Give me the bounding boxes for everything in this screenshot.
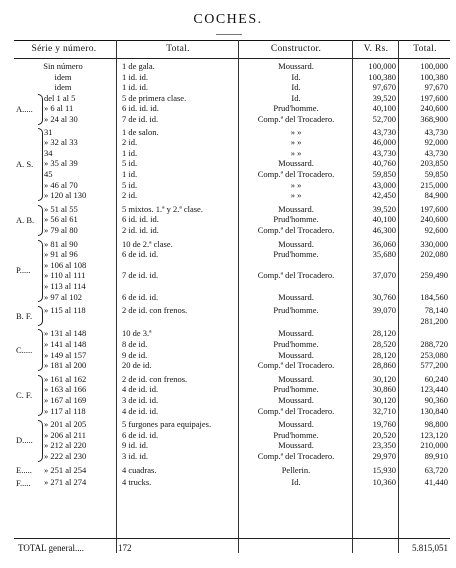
total-rs-cell: 368,900 [420, 114, 448, 124]
total-rs-cell: 202,080 [420, 249, 448, 260]
valor-cell: 100,380 [368, 71, 396, 82]
total-cell: 8 de id. [122, 339, 148, 349]
constructor-cell: » » [290, 190, 302, 201]
total-cell: 1 id. [122, 169, 138, 179]
group-label: D..... [16, 435, 33, 446]
total-rs-cell: 577,200 [420, 360, 448, 371]
total-rs-cell: 288,720 [420, 339, 448, 349]
total-cell: 6 de id. id. [122, 429, 159, 440]
total-cell: 4 cuadras. [122, 464, 157, 475]
serie-cell: » 167 al 169 [44, 395, 87, 405]
serie-cell [44, 316, 114, 326]
valor-cell: 36,060 [372, 238, 396, 249]
total-rs-cell: 89,910 [424, 451, 448, 461]
serie-cell: » 51 al 55 [44, 203, 78, 214]
constructor-cell [240, 281, 352, 291]
constructor-cell: Id. [291, 71, 301, 82]
total-cell: 2 de id. con frenos. [122, 373, 188, 384]
total-cell: 3 de id. id. [122, 395, 159, 405]
valor-cell: 59,850 [372, 169, 396, 179]
total-rs-cell: 100,000 [420, 61, 448, 71]
total-cell: 10 de 3.ª [122, 328, 152, 339]
constructor-cell: Comp.ª del Trocadero. [257, 114, 335, 124]
total-cell: 10 de 2.ª clase. [122, 238, 173, 249]
total-cell: 6 de id. id. [122, 291, 159, 302]
valor-cell: 42,450 [372, 190, 396, 201]
grand-total-amount: 5.815,051 [412, 543, 448, 553]
column-divider [238, 40, 239, 553]
valor-cell: 30,120 [372, 395, 396, 405]
valor-cell [354, 316, 396, 326]
constructor-cell: Moussard. [278, 158, 314, 169]
total-cell: 2 id. id. id. [122, 225, 159, 235]
title-underline [216, 34, 242, 35]
total-rs-cell: 90,360 [424, 395, 448, 405]
group-brace [38, 375, 43, 416]
serie-cell: » 97 al 102 [44, 291, 83, 302]
total-rs-cell: 98,800 [424, 419, 448, 430]
total-cell: 3 id. id. [122, 451, 148, 461]
valor-cell: 20,520 [372, 429, 396, 440]
constructor-cell: Comp.ª del Trocadero. [257, 451, 335, 461]
serie-cell: del 1 al 5 [44, 92, 76, 103]
total-cell [122, 281, 236, 291]
constructor-cell: Id. [291, 82, 301, 93]
constructor-cell: » » [290, 179, 302, 190]
total-cell: 4 trucks. [122, 477, 152, 488]
total-cell: 5 id. [122, 158, 138, 169]
total-rs-cell: 197,600 [420, 203, 448, 214]
constructor-cell: Prud'homme. [273, 249, 319, 260]
group-brace [38, 420, 43, 461]
valor-cell: 30,760 [372, 291, 396, 302]
constructor-cell: Comp.ª del Trocadero. [257, 405, 335, 416]
serie-cell: » 163 al 166 [44, 384, 87, 395]
total-cell: 1 id. id. [122, 71, 148, 82]
header-bottom-rule [14, 58, 450, 59]
header-total: Total. [166, 44, 190, 54]
total-cell: 6 id. id. id. [122, 214, 159, 225]
valor-cell: 46,000 [372, 137, 396, 148]
total-rs-cell: 240,600 [420, 214, 448, 225]
serie-cell: » 131 al 148 [44, 328, 87, 339]
serie-cell: 45 [44, 169, 53, 179]
constructor-cell: Prud'homme. [273, 384, 319, 395]
valor-cell: 39,520 [372, 92, 396, 103]
total-cell: 4 de id. id. [122, 405, 159, 416]
total-rs-cell: 100,380 [420, 71, 448, 82]
serie-cell: » 115 al 118 [44, 305, 86, 316]
total-cell: 2 de id. con frenos. [122, 305, 188, 316]
valor-cell: 30,860 [372, 384, 396, 395]
constructor-cell: Moussard. [278, 349, 314, 360]
total-rs-cell: 78,140 [424, 305, 448, 316]
serie-cell: » 251 al 254 [44, 464, 87, 475]
group-brace [38, 94, 43, 125]
constructor-cell: Id. [291, 477, 301, 488]
total-rs-cell: 215,000 [420, 179, 448, 190]
serie-cell: » 46 al 70 [44, 179, 78, 190]
total-cell: 2 id. [122, 190, 138, 201]
constructor-cell: Prud'homme. [273, 339, 319, 349]
grand-total-label: TOTAL general.... [18, 543, 85, 553]
group-label: A..... [16, 103, 33, 114]
total-rs-cell: 63,720 [424, 464, 448, 475]
valor-cell: 40,100 [372, 103, 396, 114]
serie-cell: » 113 al 114 [44, 281, 86, 291]
total-cell: 6 de id. id. [122, 249, 159, 260]
total-rs-cell: 259,490 [420, 270, 448, 281]
total-rs-cell: 123,440 [420, 384, 448, 395]
serie-cell: idem [54, 82, 72, 93]
valor-cell: 23,350 [372, 440, 396, 451]
column-divider [352, 40, 353, 553]
group-label: E..... [16, 464, 32, 475]
valor-cell: 46,300 [372, 225, 396, 235]
constructor-cell: Moussard. [278, 440, 314, 451]
header-constructor: Constructor. [270, 44, 322, 54]
constructor-cell: Prud'homme. [273, 103, 319, 114]
total-cell: 9 de id. [122, 349, 148, 360]
total-cell: 1 id. [122, 147, 138, 158]
serie-cell: » 212 al 220 [44, 440, 87, 451]
total-rs-cell: 41,440 [424, 477, 448, 488]
total-cell [122, 260, 236, 270]
total-rs-cell: 197,600 [420, 92, 448, 103]
total-rs-cell: 60,240 [424, 373, 448, 384]
total-rs-cell: 97,670 [424, 82, 448, 93]
total-rs-cell: 43,730 [424, 147, 448, 158]
header-valor: V. Rs. [363, 44, 389, 54]
grand-total-count: 172 [118, 543, 132, 553]
table-top-rule [14, 40, 450, 41]
serie-cell: » 201 al 205 [44, 419, 87, 430]
column-divider [398, 40, 399, 553]
constructor-cell: Moussard. [278, 203, 314, 214]
serie-cell: » 56 al 61 [44, 214, 78, 225]
serie-cell: » 110 al 111 [44, 270, 86, 281]
total-rs-cell: 330,000 [420, 238, 448, 249]
constructor-cell: Comp.ª del Trocadero. [257, 360, 335, 371]
total-rs-cell: 59,850 [424, 169, 448, 179]
table-bottom-rule [14, 538, 450, 539]
serie-cell: » 81 al 90 [44, 238, 78, 249]
total-cell [122, 316, 236, 326]
total-rs-cell: 130,840 [420, 405, 448, 416]
constructor-cell [240, 260, 352, 270]
constructor-cell: » » [290, 147, 302, 158]
total-cell: 1 de salon. [122, 126, 159, 137]
total-cell: 2 id. [122, 137, 138, 148]
total-cell: 6 id. id. id. [122, 103, 159, 114]
total-rs-cell: 253,080 [420, 349, 448, 360]
valor-cell: 97,670 [372, 82, 396, 93]
valor-cell: 35,680 [372, 249, 396, 260]
constructor-cell: Prud'homme. [273, 429, 319, 440]
serie-cell: » 91 al 96 [44, 249, 78, 260]
serie-cell: » 206 al 211 [44, 429, 86, 440]
serie-cell: Sin número [43, 61, 83, 71]
serie-cell: » 6 al 11 [44, 103, 74, 114]
serie-cell: » 141 al 148 [44, 339, 87, 349]
constructor-cell: Moussard. [278, 291, 314, 302]
valor-cell: 43,730 [372, 147, 396, 158]
valor-cell: 32,710 [372, 405, 396, 416]
valor-cell: 19,760 [372, 419, 396, 430]
group-label: B. F. [16, 310, 33, 321]
serie-cell: » 117 al 118 [44, 405, 86, 416]
serie-cell: » 120 al 130 [44, 190, 87, 201]
constructor-cell: Comp.ª del Trocadero. [257, 225, 335, 235]
header-serie: Série y número. [31, 44, 97, 54]
valor-cell: 29,970 [372, 451, 396, 461]
valor-cell: 30,120 [372, 373, 396, 384]
serie-cell: » 271 al 274 [44, 477, 87, 488]
total-cell: 7 de id. id. [122, 270, 159, 281]
constructor-cell: » » [290, 137, 302, 148]
valor-cell: 15,930 [372, 464, 396, 475]
group-brace [38, 306, 43, 326]
total-rs-cell: 43,730 [424, 126, 448, 137]
total-rs-cell: 84,900 [424, 190, 448, 201]
page-title: COCHES. [193, 12, 263, 27]
valor-cell: 28,120 [372, 349, 396, 360]
group-brace [38, 128, 43, 201]
valor-cell: 40,760 [372, 158, 396, 169]
constructor-cell: Moussard. [278, 419, 314, 430]
serie-cell: » 149 al 157 [44, 349, 87, 360]
constructor-cell: Moussard. [278, 61, 314, 71]
serie-cell: » 222 al 230 [44, 451, 87, 461]
group-label: P..... [16, 265, 31, 276]
constructor-cell: Moussard. [278, 238, 314, 249]
header-total-rs: Total. [413, 44, 437, 54]
valor-cell: 52,700 [372, 114, 396, 124]
column-divider [116, 40, 117, 553]
group-brace [38, 205, 43, 236]
serie-cell: 31 [44, 126, 53, 137]
total-rs-cell: 184,560 [420, 291, 448, 302]
serie-cell: » 24 al 30 [44, 114, 78, 124]
constructor-cell: Comp.ª del Trocadero. [257, 169, 335, 179]
valor-cell: 28,120 [372, 328, 396, 339]
total-cell: 4 de id. id. [122, 384, 159, 395]
valor-cell: 43,000 [372, 179, 396, 190]
group-label: C. F. [16, 390, 33, 400]
total-cell: 5 de primera clase. [122, 92, 187, 103]
total-cell: 1 id. id. [122, 82, 148, 93]
total-cell: 20 de id. [122, 360, 152, 371]
serie-cell: » 106 al 108 [44, 259, 87, 270]
total-cell: 7 de id. id. [122, 114, 159, 124]
total-cell: 5 mixtos. 1.ª y 2.ª clase. [122, 203, 203, 214]
total-rs-cell [400, 260, 448, 270]
valor-cell: 28,520 [372, 339, 396, 349]
group-label: A. S. [16, 158, 34, 169]
total-rs-cell: 123,120 [420, 429, 448, 440]
constructor-cell: Moussard. [278, 395, 314, 405]
total-rs-cell: 210,000 [420, 440, 448, 451]
group-label: C..... [16, 344, 33, 355]
total-rs-cell: 92,000 [424, 137, 448, 148]
serie-cell: » 35 al 39 [44, 158, 78, 169]
constructor-cell [240, 316, 352, 326]
total-rs-cell [400, 328, 448, 338]
constructor-cell: Moussard. [278, 373, 314, 384]
group-brace [38, 329, 43, 370]
valor-cell [354, 260, 396, 270]
total-rs-cell: 92,600 [424, 225, 448, 235]
total-rs-cell: 281,200 [420, 315, 448, 326]
total-rs-cell: 240,600 [420, 103, 448, 114]
constructor-cell: Pellerin. [281, 464, 311, 475]
serie-cell: 34 [44, 147, 53, 158]
total-rs-cell [400, 281, 448, 291]
total-cell: 9 id. id. [122, 440, 148, 451]
constructor-cell: Id. [291, 92, 301, 103]
valor-cell: 43,730 [372, 126, 396, 137]
group-label: A. B. [16, 214, 35, 225]
constructor-cell: Prud'homme. [273, 305, 319, 316]
valor-cell: 28,860 [372, 360, 396, 371]
constructor-cell: » » [290, 126, 302, 137]
total-cell: 1 de gala. [122, 61, 155, 71]
serie-cell: » 79 al 80 [44, 225, 78, 235]
serie-cell: » 181 al 200 [44, 360, 87, 371]
serie-cell: » 161 al 162 [44, 373, 87, 384]
group-label: F..... [16, 477, 31, 488]
valor-cell [354, 281, 396, 291]
serie-cell: » 32 al 33 [44, 137, 78, 148]
valor-cell: 39,520 [372, 203, 396, 214]
group-brace [38, 240, 43, 303]
constructor-cell: Comp.ª del Trocadero. [257, 270, 335, 281]
total-rs-cell: 203,850 [420, 158, 448, 169]
valor-cell: 100,000 [368, 61, 396, 71]
valor-cell: 39,070 [372, 305, 396, 316]
valor-cell: 37,070 [372, 270, 396, 281]
constructor-cell: Prud'homme. [273, 214, 319, 225]
constructor-cell: Moussard. [278, 328, 314, 339]
serie-cell: idem [54, 71, 72, 82]
valor-cell: 10,360 [372, 477, 396, 488]
valor-cell: 40,100 [372, 214, 396, 225]
total-cell: 5 id. [122, 179, 138, 190]
total-cell: 5 furgones para equipajes. [122, 419, 212, 430]
